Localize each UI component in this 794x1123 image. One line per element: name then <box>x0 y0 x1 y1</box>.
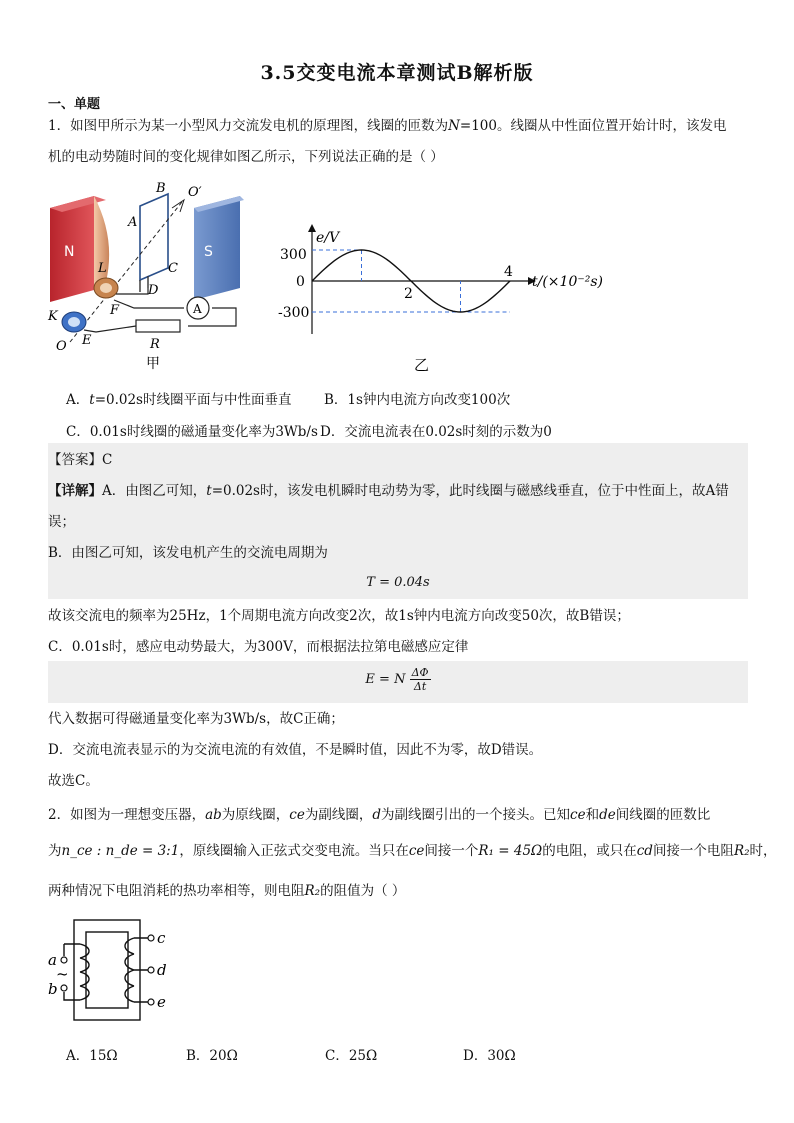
detail-a-t: t <box>206 483 212 499</box>
x-axis-label: t/(×10⁻²s) <box>532 274 603 290</box>
q1-option-a-prefix: A． <box>66 392 90 408</box>
q2-ce: ce <box>289 807 305 823</box>
formula-e-num: ΔΦ <box>411 666 429 679</box>
formula-e-fraction <box>410 666 431 693</box>
q2-ce: ce <box>570 807 586 823</box>
terminal-a <box>61 957 67 963</box>
q1-stem-n: N <box>448 118 460 134</box>
q1-stem-text-b: =100。线圈从中性面位置开始计时，该发电 <box>459 118 727 134</box>
label-e: e <box>157 993 166 1011</box>
q2-text: 和 <box>585 807 600 823</box>
label-f: F <box>110 303 120 318</box>
q1-option-b: B．1s钟内电流方向改变100次 <box>324 392 511 408</box>
detail-label: 【详解】 <box>48 483 102 499</box>
q1-answer: 【答案】C <box>48 452 113 468</box>
q2-ab: ab <box>205 807 222 823</box>
q2-text: 为原线圈， <box>221 807 290 823</box>
q1-detail-a-end: 误； <box>48 514 75 530</box>
label-a: A <box>128 215 138 230</box>
page-title: 3.5交变电流本章测试B解析版 <box>260 62 534 84</box>
label-e: E <box>82 333 92 348</box>
detail-a-text-1: A．由图乙可知， <box>102 483 207 499</box>
q2-text: 间接一个 <box>424 843 479 859</box>
q2-r2: R₂ <box>733 843 750 859</box>
q1-stem-text-a: 1．如图甲所示为某一小型风力交流发电机的原理图，线圈的匝数为 <box>48 118 449 134</box>
q2-text: 间接一个电阻 <box>652 843 734 859</box>
s-magnet <box>194 196 240 300</box>
q1-option-a-text: =0.02s时线圈平面与中性面垂直 <box>94 392 292 408</box>
label-k: K <box>48 309 58 324</box>
q2-turn-ratio: n_ce : n_de = 3:1 <box>61 843 180 859</box>
q2-option-c: C．25Ω <box>325 1048 378 1064</box>
caption-jia: 甲 <box>146 356 160 372</box>
q2-ce: ce <box>408 843 425 859</box>
q2-stem-line2 <box>48 836 777 867</box>
q2-option-d: D．30Ω <box>463 1048 516 1064</box>
q1-detail-d: D．交流电流表显示的为交流电流的有效值，不是瞬时值，因此不为零，故D错误。 <box>48 742 543 758</box>
y-tick-0: 0 <box>296 274 305 290</box>
q2-text: 为 <box>48 843 62 859</box>
q2-text: 2．如图为一理想变压器， <box>48 807 206 823</box>
formula-faraday <box>48 666 748 693</box>
q1-option-a <box>66 388 292 408</box>
label-l: L <box>98 261 107 276</box>
q2-de: de <box>599 807 616 823</box>
y-tick-neg300: -300 <box>278 305 310 321</box>
q2-stem-line1 <box>48 800 748 831</box>
label-o: O <box>56 339 67 354</box>
q1-detail-b: B．由图乙可知，该发电机产生的交流电周期为 <box>48 545 328 561</box>
q2-text: 间线圈的匝数比 <box>615 807 711 823</box>
q2-r2: R₂ <box>304 883 321 899</box>
generator-diagram <box>44 178 254 372</box>
q1-option-d: D．交流电流表在0.02s时刻的示数为0 <box>320 424 552 440</box>
q2-text: 时， <box>749 843 777 859</box>
label-c: C <box>168 261 178 276</box>
q1-conclusion: 故选C。 <box>48 773 99 789</box>
q1-detail-c2: 代入数据可得磁通量变化率为3Wb/s，故C正确； <box>48 711 344 727</box>
y-axis-label: e/V <box>316 230 340 246</box>
emf-graph <box>272 224 622 374</box>
q2-text: 两种情况下电阻消耗的热功率相等，则电阻 <box>48 883 305 899</box>
q1-detail-c: C．0.01s时，感应电动势最大，为300V，而根据法拉第电磁感应定律 <box>48 639 469 655</box>
q1-stem-line2: 机的电动势随时间的变化规律如图乙所示，下列说法正确的是（ ） <box>48 149 444 165</box>
formula-e-den: Δt <box>413 680 427 693</box>
caption-yi: 乙 <box>414 356 430 374</box>
q2-text: 的阻值为（ ） <box>320 883 406 899</box>
terminal-e <box>148 999 154 1005</box>
label-r: R <box>150 337 160 352</box>
q2-text: 的电阻，或只在 <box>542 843 637 859</box>
x-tick-2: 2 <box>404 286 413 302</box>
resistor-r <box>136 320 180 332</box>
q2-option-b: B．20Ω <box>186 1048 238 1064</box>
q1-option-a-t: t <box>89 392 95 408</box>
q1-detail-b2: 故该交流电的频率为25Hz，1个周期电流方向改变2次，故1s钟内电流方向改变50次，故B错误； <box>48 608 630 624</box>
q1-stem-line1 <box>48 111 748 142</box>
q2-d: d <box>372 807 382 823</box>
label-a: a <box>48 951 57 969</box>
q2-cd: cd <box>636 843 653 859</box>
formula-period: T = 0.04s <box>366 575 430 590</box>
label-c: c <box>157 929 166 947</box>
x-tick-4: 4 <box>504 264 513 280</box>
ammeter-label: A <box>193 302 202 316</box>
q2-r1: R₁ = 45Ω <box>478 843 543 859</box>
section-heading: 一、单题 <box>48 97 101 112</box>
q2-text: 为副线圈引出的一个接头。已知 <box>381 807 571 823</box>
q2-option-a: A．15Ω <box>66 1048 118 1064</box>
detail-a-text-2: =0.02s时，该发电机瞬时电动势为零，此时线圈与磁感线垂直，位于中性面上，故A错 <box>211 483 729 499</box>
terminal-d <box>148 967 154 973</box>
transformer-diagram <box>44 916 174 1028</box>
terminal-c <box>148 935 154 941</box>
q1-detail-a <box>48 476 748 507</box>
q1-option-c: C．0.01s时线圈的磁通量变化率为3Wb/s <box>66 424 318 440</box>
label-tilde: ~ <box>56 965 69 983</box>
terminal-b <box>61 985 67 991</box>
transformer-core-inner <box>86 932 128 1008</box>
n-label: N <box>64 244 75 260</box>
y-tick-300: 300 <box>280 247 307 263</box>
s-label: S <box>204 244 213 260</box>
formula-e-left: E = N <box>365 672 406 687</box>
label-b: b <box>48 980 58 998</box>
label-b: B <box>156 181 166 196</box>
q2-text: ，原线圈输入正弦式交变电流。当只在 <box>179 843 409 859</box>
label-d: D <box>148 283 159 298</box>
q2-stem-line3 <box>48 876 748 907</box>
q2-text: 为副线圈， <box>304 807 373 823</box>
label-o-prime: O′ <box>188 185 202 200</box>
label-d: d <box>157 961 167 979</box>
